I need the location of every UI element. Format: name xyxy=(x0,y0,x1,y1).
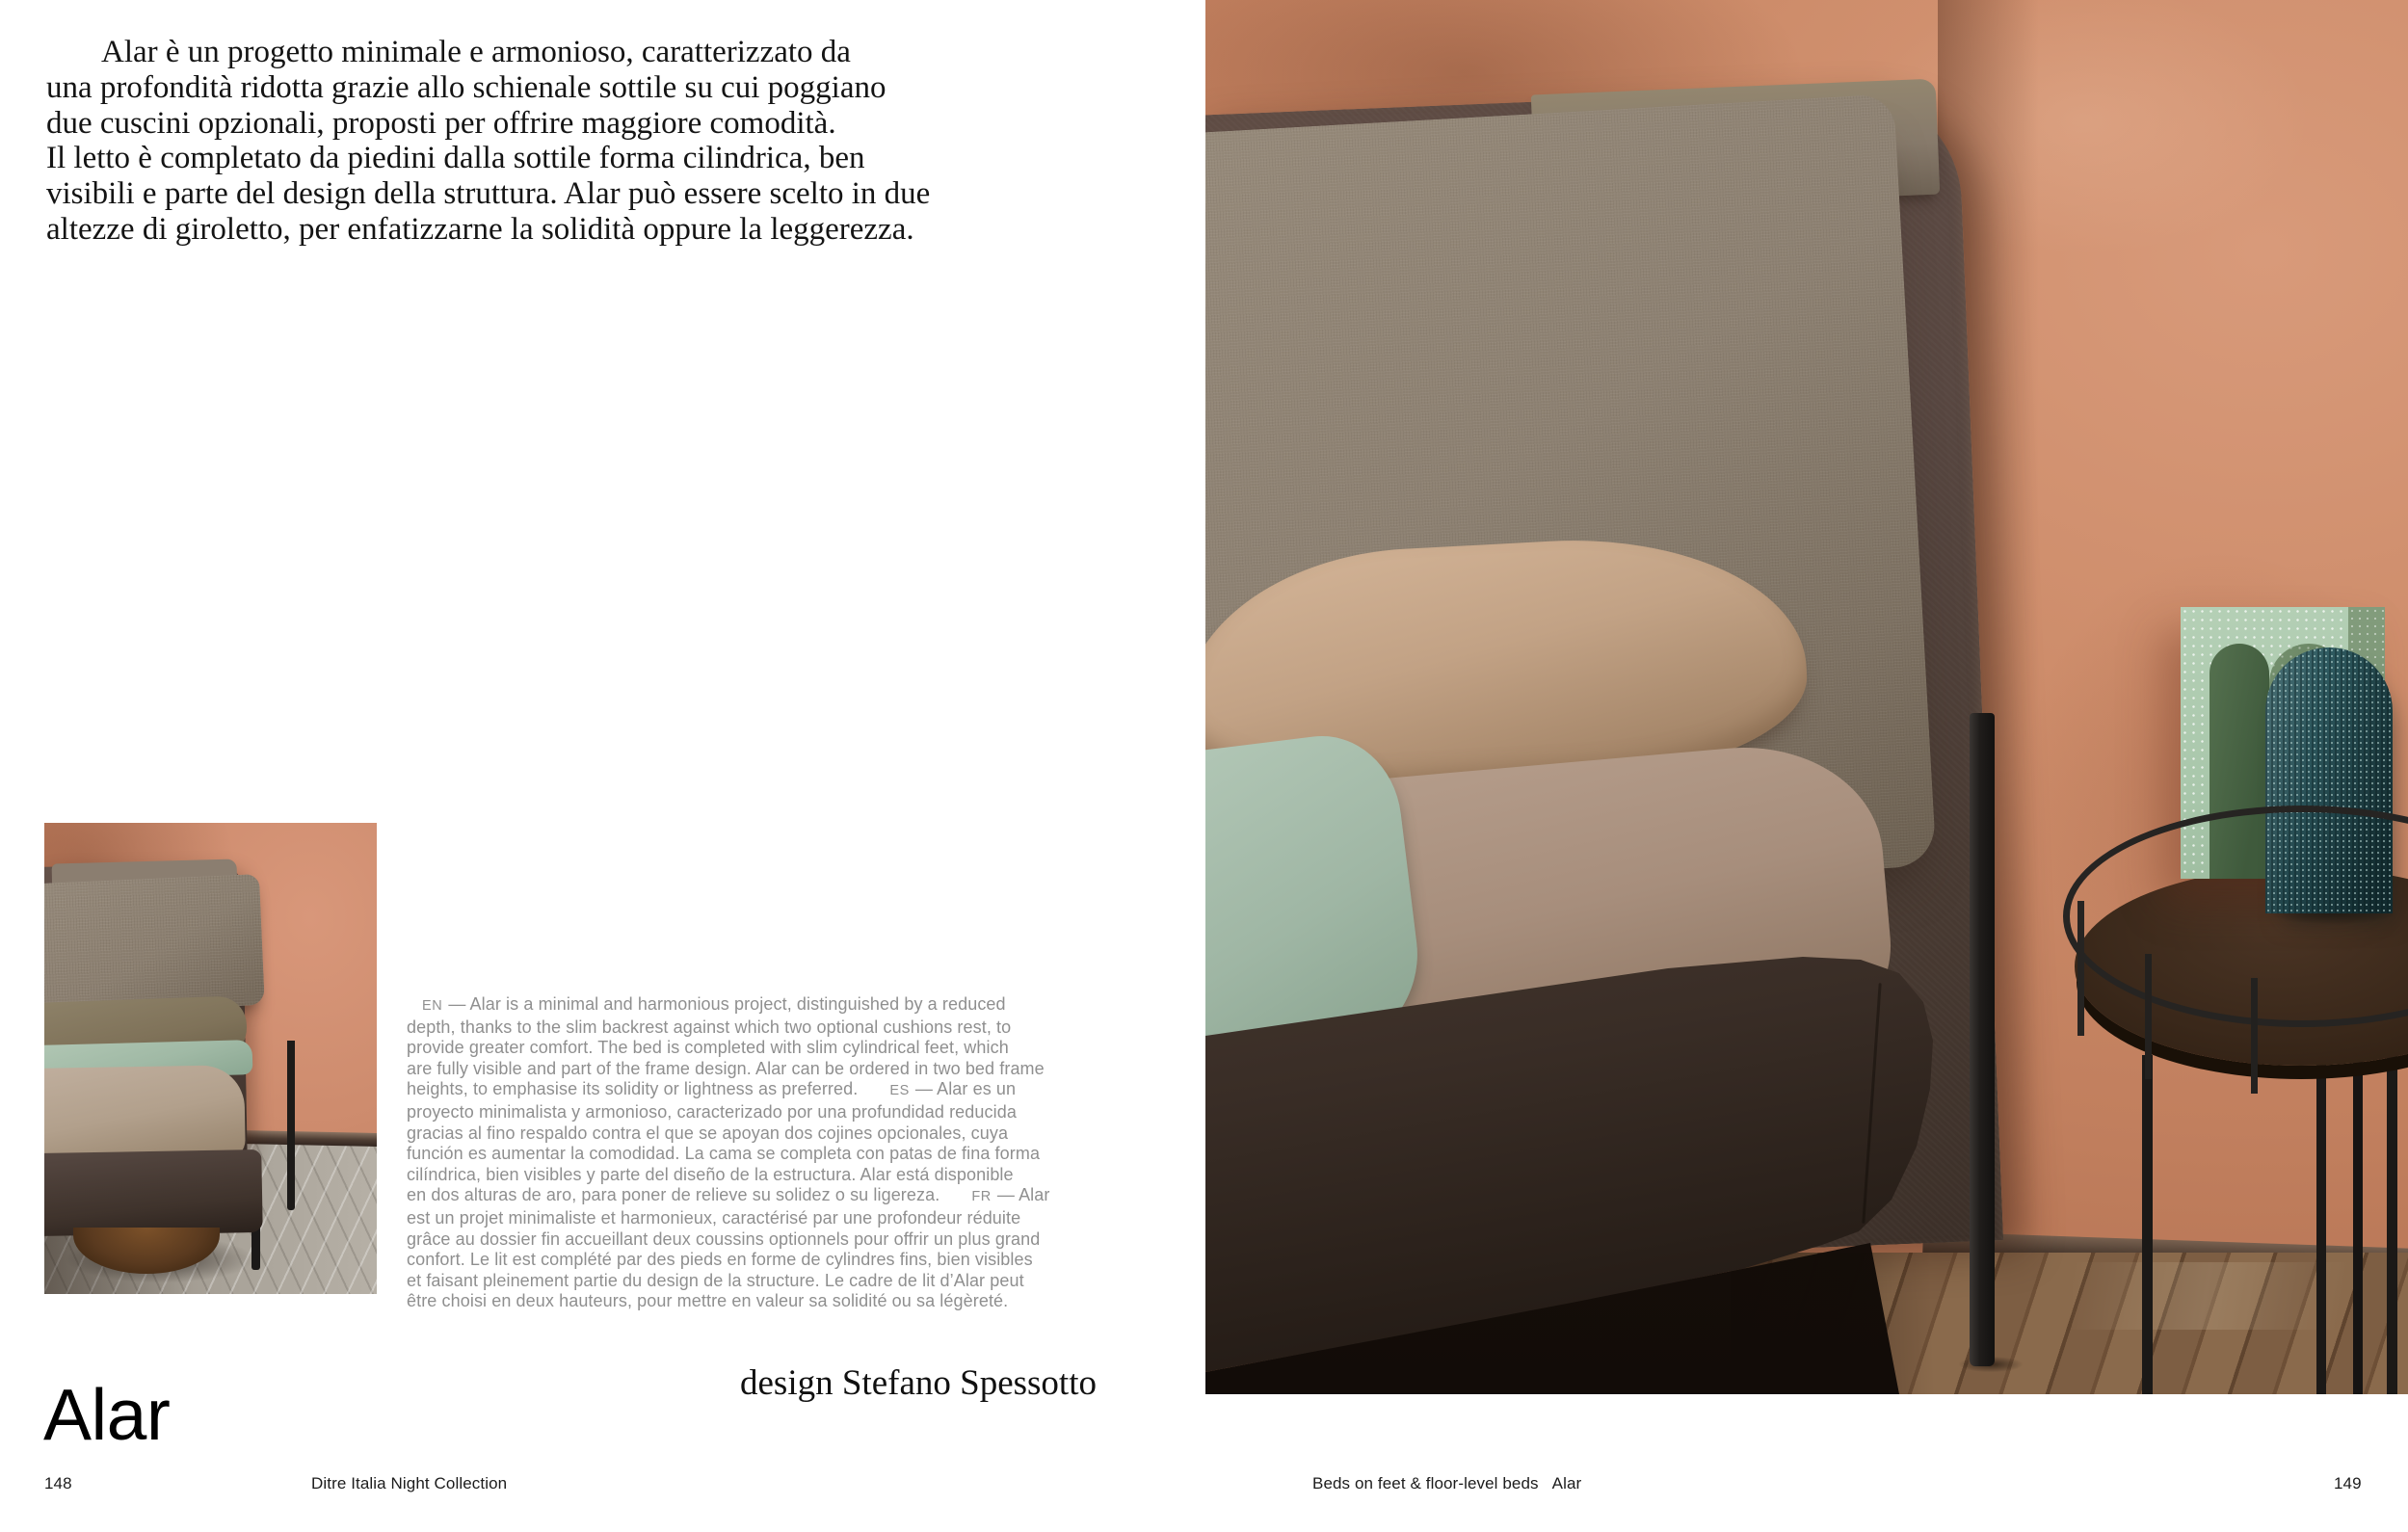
description-line: función es aumentar la comodidad. La cama se completa con patas de fina forma xyxy=(407,1144,1041,1164)
description-text: heights, to emphasise its solidity or lightness as preferred. xyxy=(407,1079,859,1099)
thumbnail-photo xyxy=(44,823,377,1294)
lang-label-fr: FR xyxy=(971,1189,992,1205)
main-photo xyxy=(1205,0,2408,1394)
thumb-backrest-cushion xyxy=(44,874,265,1015)
intro-line: due cuscini opzionali, proposti per offrire maggiore comodità. xyxy=(46,105,836,141)
side-table-rail-post xyxy=(2145,954,2152,1079)
description-text: — Alar es un xyxy=(914,1079,1017,1099)
lang-label-es: ES xyxy=(889,1083,910,1099)
description-line: est un projet minimaliste et harmonieux, caractérisé par une profondeur réduite xyxy=(407,1207,1021,1228)
description-line xyxy=(407,1079,1139,1102)
footer-section-label: Beds on feet & floor-level beds xyxy=(1312,1474,1539,1492)
description-line xyxy=(407,1185,1139,1208)
description-text: — Alar xyxy=(996,1185,1050,1205)
footer-section xyxy=(1312,1474,1581,1493)
description-line: cilíndrica, bien visibles y parte del diseño de la estructura. Alar está disponible xyxy=(407,1164,1014,1184)
side-table-leg xyxy=(2316,1041,2326,1394)
description-line: et faisant pleinement partie du design de la structure. Le cadre de lit d’Alar peut xyxy=(407,1270,1024,1290)
description-line: proyecto minimalista y armonioso, caracterizado por una profundidad reducida xyxy=(407,1101,1017,1122)
bed-cylindrical-leg xyxy=(1970,713,1995,1366)
description-line: confort. Le lit est complété par des pieds en forme de cylindres fins, bien visibles xyxy=(407,1250,1033,1270)
thumb-bed-base xyxy=(44,1149,263,1236)
intro-paragraph-it xyxy=(46,35,1106,248)
side-table-rail-post xyxy=(2251,978,2258,1094)
page-number-right: 149 xyxy=(2334,1474,2362,1492)
description-line: provide greater comfort. The bed is completed with slim cylindrical feet, which xyxy=(407,1038,1009,1058)
description-line: are fully visible and part of the frame design. Alar can be ordered in two bed frame xyxy=(407,1058,1045,1078)
description-line xyxy=(407,994,1139,1017)
intro-line: visibili e parte del design della struttura. Alar può essere scelto in due xyxy=(46,176,931,212)
description-line: gracias al fino respaldo contra el que se apoyan dos cojines opcionales, cuya xyxy=(407,1123,1009,1143)
description-text: en dos alturas de aro, para poner de relieve su solidez o su ligereza. xyxy=(407,1185,940,1205)
footer-section-product: Alar xyxy=(1551,1474,1582,1492)
intro-line: Alar è un progetto minimale e armonioso, caratterizzato da xyxy=(101,35,851,69)
intro-line: una profondità ridotta grazie allo schienale sottile su cui poggiano xyxy=(46,69,886,105)
intro-line: Il letto è completato da piedini dalla sottile forma cilindrica, ben xyxy=(46,141,865,176)
side-table-leg xyxy=(2353,1045,2363,1394)
description-line: depth, thanks to the slim backrest against which two optional cushions rest, to xyxy=(407,1017,1012,1037)
side-table-leg xyxy=(2142,1055,2153,1394)
side-table-rail-post xyxy=(2077,901,2084,1036)
design-credit: design Stefano Spessotto xyxy=(740,1363,1097,1403)
thumb-sheet xyxy=(44,1065,246,1163)
description-line: être choisi en deux hauteurs, pour mettre en valeur sa solidité ou sa légèreté. xyxy=(407,1291,1009,1311)
page-number-left: 148 xyxy=(44,1474,72,1492)
thumb-bed-rear-leg xyxy=(287,1041,295,1210)
description-multilang xyxy=(407,994,1139,1312)
side-table-leg xyxy=(2387,1041,2397,1394)
description-line: grâce au dossier fin accueillant deux coussins optionnels pour offrir un plus grand xyxy=(407,1228,1041,1249)
lang-label-en: EN xyxy=(422,998,443,1014)
product-title: Alar xyxy=(43,1374,171,1456)
footer-collection: Ditre Italia Night Collection xyxy=(311,1474,508,1492)
intro-line: altezze di giroletto, per enfatizzarne la solidità oppure la leggerezza. xyxy=(46,211,914,247)
description-text: — Alar is a minimal and harmonious project, distinguished by a reduced xyxy=(448,994,1006,1014)
